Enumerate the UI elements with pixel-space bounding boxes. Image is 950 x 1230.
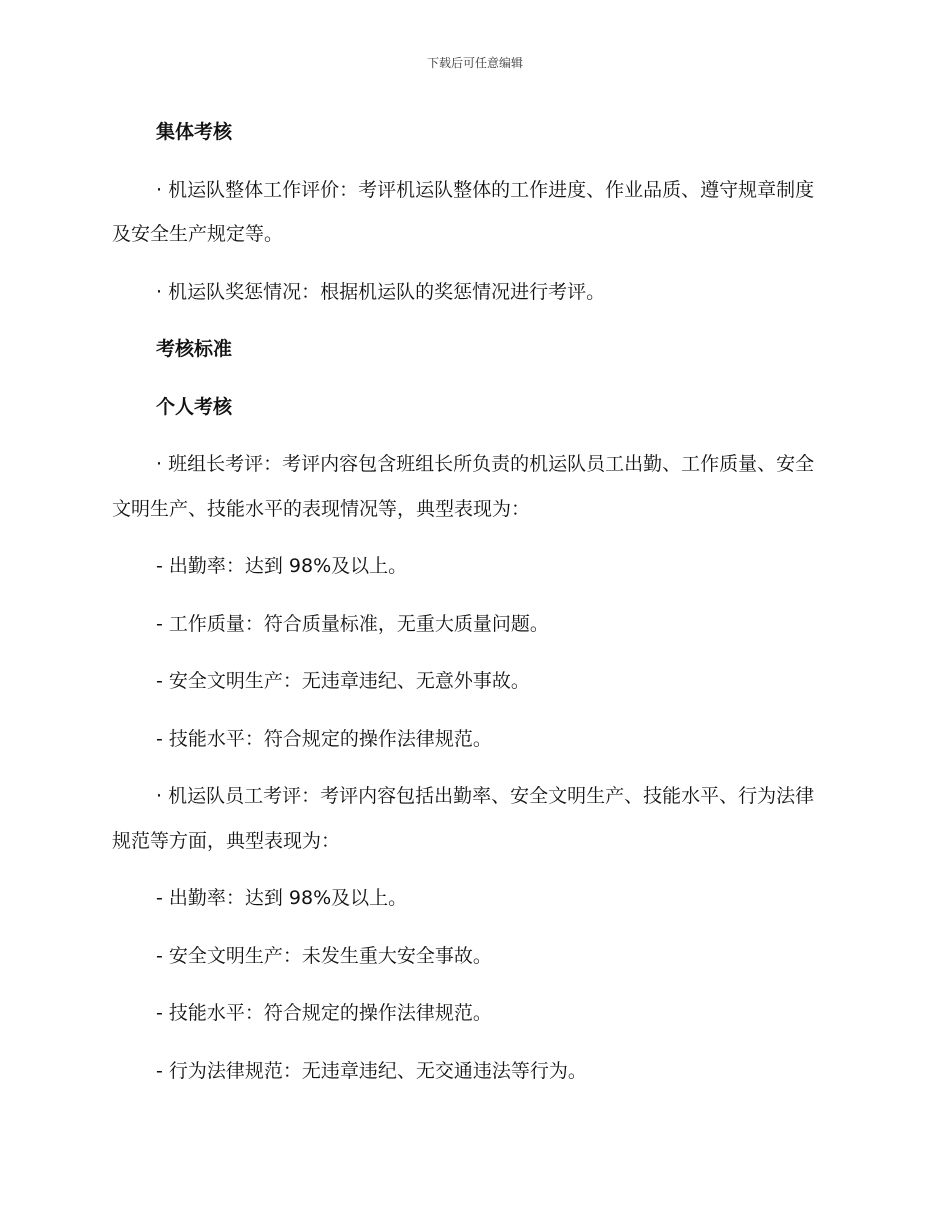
paragraph: · 机运队员工考评：考评内容包括出勤率、安全文明生产、技能水平、行为法律规范等方面，典型表现为：	[112, 785, 815, 852]
section-heading: 考核标准	[156, 338, 233, 360]
section-heading: 集体考核	[156, 121, 233, 143]
list-item: - 安全文明生产：未发生重大安全事故。	[156, 944, 492, 967]
page-header: 下载后可任意编辑	[426, 56, 523, 70]
section-heading: 个人考核	[156, 395, 233, 418]
list-item: - 技能水平：符合规定的操作法律规范。	[156, 727, 492, 750]
paragraph: · 机运队整体工作评价：考评机运队整体的工作进度、作业品质、遵守规章制度及安全生产规定等。	[112, 178, 815, 245]
list-item: - 行为法律规范：无违章违纪、无交通违法等行为。	[156, 1059, 587, 1082]
list-item: - 出勤率：达到 98%及以上。	[156, 887, 408, 909]
paragraph: · 班组长考评：考评内容包含班组长所负责的机运队员工出勤、工作质量、安全文明生产、技能水平的表现情况等，典型表现为：	[112, 453, 815, 520]
list-item: - 工作质量：符合质量标准，无重大质量问题。	[156, 612, 549, 635]
list-item: - 安全文明生产：无违章违纪、无意外事故。	[156, 670, 530, 692]
list-item: - 技能水平：符合规定的操作法律规范。	[156, 1002, 492, 1024]
document-body	[112, 110, 824, 1093]
list-item: - 出勤率：达到 98%及以上。	[156, 555, 408, 577]
paragraph: · 机运队奖惩情况：根据机运队的奖惩情况进行考评。	[156, 280, 606, 303]
